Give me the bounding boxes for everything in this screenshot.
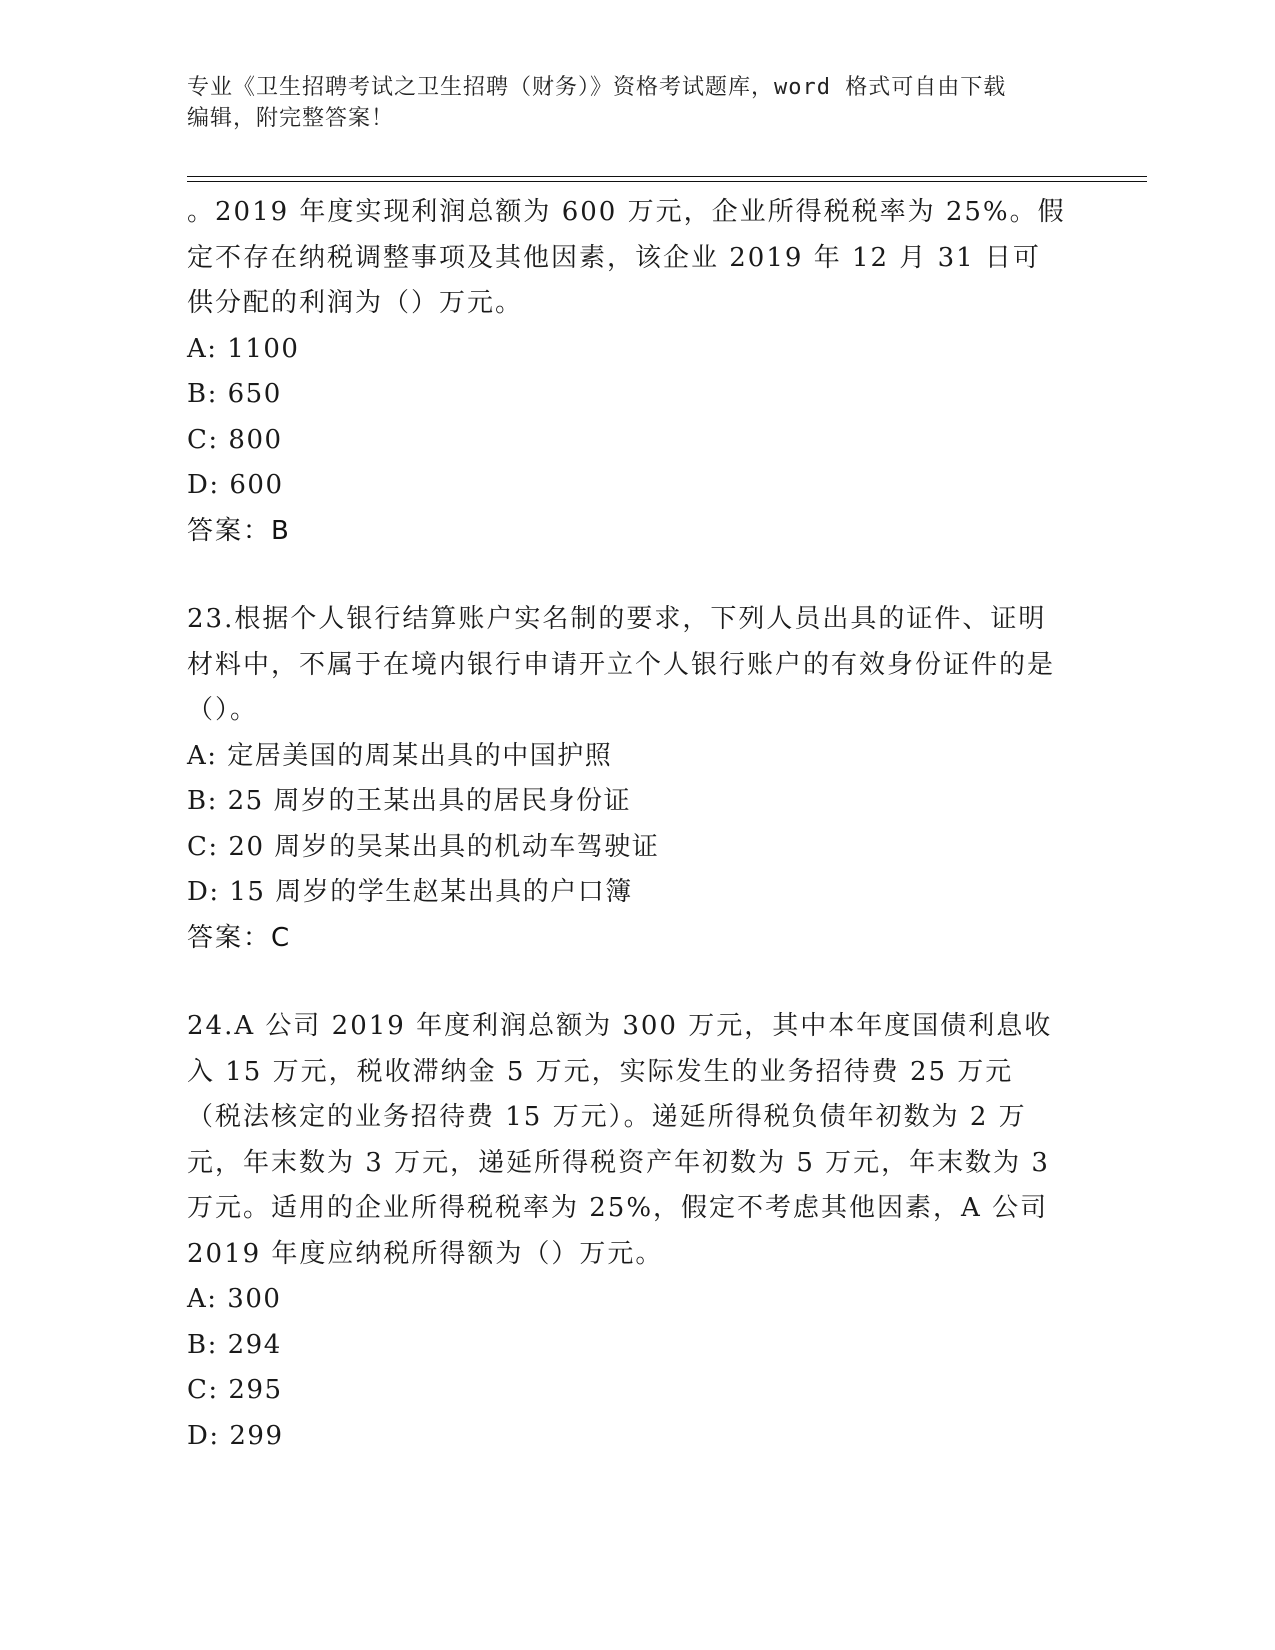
- question-text: 。2019 年度实现利润总额为 600 万元，企业所得税税率为 25%。假定不存在纳税调整事项及其他因素，该企业 2019 年 12 月 31 日可供分配的利润为（）万元。: [187, 197, 1066, 318]
- question-spacer: [187, 554, 1067, 597]
- option-c: C: 800: [187, 424, 283, 455]
- option-d: D: 15 周岁的学生赵某出具的户口簿: [187, 877, 633, 907]
- option-c: C: 20 周岁的吴某出具的机动车驾驶证: [187, 831, 660, 862]
- question-spacer: [187, 961, 1067, 1004]
- header-rule-bottom: [187, 181, 1147, 182]
- header-line-1: 专业《卫生招聘考试之卫生招聘（财务）》资格考试题库，word 格式可自由下载: [187, 75, 1007, 100]
- answer-label: 答案：C: [187, 922, 292, 953]
- option-b: B: 294: [187, 1329, 282, 1360]
- answer-label: 答案：B: [187, 515, 291, 546]
- question-block: [187, 1004, 1067, 1459]
- question-text: 23.根据个人银行结算账户实名制的要求，下列人员出具的证件、证明材料中，不属于在境内银行申请开立个人银行账户的有效身份证件的是（）。: [187, 604, 1056, 725]
- option-a: A: 1100: [187, 333, 300, 364]
- question-block: [187, 597, 1067, 961]
- question-list: [187, 190, 1067, 1459]
- option-a: A: 定居美国的周某出具的中国护照: [187, 740, 613, 771]
- option-b: B: 25 周岁的王某出具的居民身份证: [187, 786, 631, 816]
- option-c: C: 295: [187, 1375, 283, 1405]
- option-d: D: 600: [187, 470, 284, 500]
- header-rule-top: [187, 176, 1147, 177]
- question-block: [187, 190, 1067, 554]
- question-text: 24.A 公司 2019 年度利润总额为 300 万元，其中本年度国债利息收入 15 万元，税收滞纳金 5 万元，实际发生的业务招待费 25 万元（税法核定的业务招待费 15 万元）。递延所得税负债年初数为 2 万元，年末数为 3 万元，递延所得税资产年初数为 5 万元，年末数为 3 万元。适用的企业所得税税率为 25%，假定不考虑其他因素，A 公司 2019 年度应纳税所得额为（）万元。: [187, 1011, 1053, 1269]
- document-header: [187, 72, 1087, 134]
- option-a: A: 300: [187, 1284, 282, 1314]
- option-d: D: 299: [187, 1420, 284, 1451]
- option-b: B: 650: [187, 379, 282, 409]
- header-line-2: 编辑，附完整答案！: [187, 106, 395, 131]
